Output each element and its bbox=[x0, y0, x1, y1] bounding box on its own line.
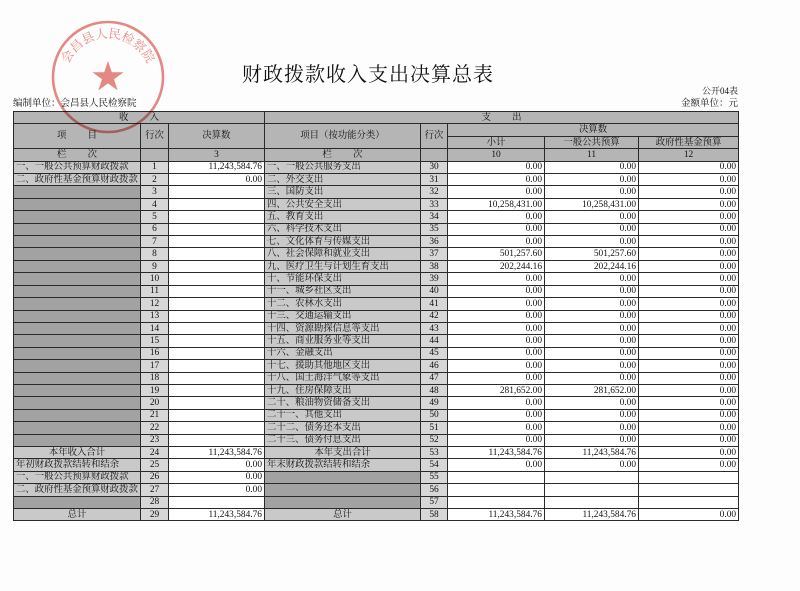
expense-item-cell: 十三、交通运输支出 bbox=[265, 310, 421, 322]
income-item-cell bbox=[14, 260, 141, 272]
expense-fund-budget-cell bbox=[639, 471, 739, 483]
expense-item-cell: 一、一般公共服务支出 bbox=[265, 161, 421, 173]
table-row bbox=[14, 174, 739, 186]
income-line-number-cell: 14 bbox=[141, 322, 169, 334]
table-row bbox=[14, 496, 739, 508]
expense-general-budget-cell: 0.00 bbox=[545, 397, 639, 409]
income-item-cell: 二、政府性基金预算财政拨款 bbox=[14, 174, 141, 186]
expense-line-number-cell: 49 bbox=[421, 397, 448, 409]
income-line-number-cell: 7 bbox=[141, 236, 169, 248]
expense-fund-budget-cell: 0.00 bbox=[639, 335, 739, 347]
expense-fund-budget-cell: 0.00 bbox=[639, 397, 739, 409]
expense-fund-budget-cell: 0.00 bbox=[639, 384, 739, 396]
income-item-cell bbox=[14, 310, 141, 322]
expense-general-budget-cell: 0.00 bbox=[545, 322, 639, 334]
table-row bbox=[14, 509, 739, 521]
fund-budget-index: 12 bbox=[639, 149, 739, 161]
expense-fund-budget-cell: 0.00 bbox=[639, 509, 739, 521]
expense-general-budget-cell: 0.00 bbox=[545, 298, 639, 310]
income-line-no-index bbox=[141, 149, 169, 161]
expense-subtotal-cell: 202,244.16 bbox=[448, 260, 545, 272]
income-line-number-cell: 26 bbox=[141, 471, 169, 483]
income-line-number-cell: 9 bbox=[141, 260, 169, 272]
income-amount-cell bbox=[169, 273, 265, 285]
income-item-cell bbox=[14, 322, 141, 334]
expense-general-budget-cell bbox=[545, 496, 639, 508]
expense-general-budget-cell: 281,652.00 bbox=[545, 384, 639, 396]
expense-general-budget-cell: 0.00 bbox=[545, 434, 639, 446]
income-item-cell bbox=[14, 360, 141, 372]
expense-general-budget-cell: 0.00 bbox=[545, 360, 639, 372]
income-amount-cell bbox=[169, 211, 265, 223]
expense-line-number-cell: 43 bbox=[421, 322, 448, 334]
expense-line-number-cell: 52 bbox=[421, 434, 448, 446]
seal-lettering bbox=[58, 26, 159, 66]
expense-line-no-index bbox=[421, 149, 448, 161]
expense-section-header: 支 出 bbox=[265, 112, 739, 124]
expense-general-budget-cell: 0.00 bbox=[545, 285, 639, 297]
income-item-cell: 总计 bbox=[14, 509, 141, 521]
expense-item-cell: 九、医疗卫生与计划生育支出 bbox=[265, 260, 421, 272]
income-amount-cell: 0.00 bbox=[169, 484, 265, 496]
income-amount-cell bbox=[169, 372, 265, 384]
expense-line-number-cell: 53 bbox=[421, 446, 448, 458]
expense-subtotal-cell: 0.00 bbox=[448, 422, 545, 434]
expense-subtotal-cell bbox=[448, 471, 545, 483]
expense-fund-budget-cell: 0.00 bbox=[639, 446, 739, 458]
income-amount-cell bbox=[169, 310, 265, 322]
income-line-number-cell: 11 bbox=[141, 285, 169, 297]
expense-amount-header: 决算数 bbox=[448, 124, 739, 136]
income-line-number-cell: 5 bbox=[141, 211, 169, 223]
page-title: 财政拨款收入支出决算总表 bbox=[242, 64, 494, 86]
expense-fund-budget-cell: 0.00 bbox=[639, 223, 739, 235]
expense-subtotal-cell: 0.00 bbox=[448, 434, 545, 446]
income-expense-summary-table bbox=[13, 111, 739, 521]
expense-line-number-cell: 55 bbox=[421, 471, 448, 483]
expense-fund-budget-cell: 0.00 bbox=[639, 236, 739, 248]
expense-general-budget-cell: 11,243,584.76 bbox=[545, 509, 639, 521]
expense-item-cell: 十九、住房保障支出 bbox=[265, 384, 421, 396]
expense-general-budget-cell: 0.00 bbox=[545, 310, 639, 322]
expense-item-cell: 五、教育支出 bbox=[265, 211, 421, 223]
expense-fund-budget-cell: 0.00 bbox=[639, 409, 739, 421]
table-row bbox=[14, 236, 739, 248]
expense-subtotal-cell: 11,243,584.76 bbox=[448, 509, 545, 521]
expense-item-cell: 十、节能环保支出 bbox=[265, 273, 421, 285]
expense-item-cell: 二十一、其他支出 bbox=[265, 409, 421, 421]
table-row bbox=[14, 285, 739, 297]
expense-fund-budget-cell: 0.00 bbox=[639, 285, 739, 297]
table-row bbox=[14, 161, 739, 173]
expense-item-cell: 十二、农林水支出 bbox=[265, 298, 421, 310]
expense-subtotal-cell: 0.00 bbox=[448, 322, 545, 334]
expense-line-number-cell: 50 bbox=[421, 409, 448, 421]
income-amount-cell: 0.00 bbox=[169, 174, 265, 186]
expense-line-number-cell: 35 bbox=[421, 223, 448, 235]
expense-general-budget-cell: 0.00 bbox=[545, 211, 639, 223]
income-amount-header: 决算数 bbox=[169, 124, 265, 149]
income-amount-cell: 11,243,584.76 bbox=[169, 161, 265, 173]
expense-subtotal-cell: 0.00 bbox=[448, 409, 545, 421]
expense-fund-budget-cell bbox=[639, 496, 739, 508]
expense-general-budget-cell: 0.00 bbox=[545, 273, 639, 285]
expense-line-number-cell: 42 bbox=[421, 310, 448, 322]
table-row bbox=[14, 434, 739, 446]
expense-general-budget-cell: 0.00 bbox=[545, 223, 639, 235]
income-item-cell bbox=[14, 409, 141, 421]
income-amount-cell bbox=[169, 285, 265, 297]
expense-item-header: 项目（按功能分类） bbox=[265, 124, 421, 149]
income-line-number-cell: 28 bbox=[141, 496, 169, 508]
income-line-number-cell: 12 bbox=[141, 298, 169, 310]
expense-subtotal-cell: 0.00 bbox=[448, 236, 545, 248]
income-line-number-cell: 1 bbox=[141, 161, 169, 173]
expense-item-cell: 十七、援助其他地区支出 bbox=[265, 360, 421, 372]
income-line-number-cell: 13 bbox=[141, 310, 169, 322]
expense-subtotal-cell: 0.00 bbox=[448, 310, 545, 322]
expense-general-budget-cell: 0.00 bbox=[545, 186, 639, 198]
expense-subtotal-cell: 0.00 bbox=[448, 174, 545, 186]
expense-general-budget-cell bbox=[545, 471, 639, 483]
table-row bbox=[14, 384, 739, 396]
income-line-number-cell: 15 bbox=[141, 335, 169, 347]
income-amount-index: 3 bbox=[169, 149, 265, 161]
subtotal-index: 10 bbox=[448, 149, 545, 161]
income-line-number-cell: 29 bbox=[141, 509, 169, 521]
amount-unit: 金额单位：元 bbox=[680, 99, 738, 109]
income-line-number-cell: 17 bbox=[141, 360, 169, 372]
income-line-number-cell: 18 bbox=[141, 372, 169, 384]
table-body bbox=[14, 161, 739, 521]
expense-item-cell bbox=[265, 484, 421, 496]
income-item-cell bbox=[14, 372, 141, 384]
income-line-number-cell: 8 bbox=[141, 248, 169, 260]
expense-subtotal-cell: 0.00 bbox=[448, 211, 545, 223]
income-item-cell bbox=[14, 211, 141, 223]
expense-item-cell: 本年支出合计 bbox=[265, 446, 421, 458]
income-amount-cell bbox=[169, 422, 265, 434]
table-row bbox=[14, 372, 739, 384]
expense-general-budget-cell: 0.00 bbox=[545, 174, 639, 186]
expense-general-budget-cell: 0.00 bbox=[545, 372, 639, 384]
income-item-cell: 一、一般公共预算财政拨款 bbox=[14, 161, 141, 173]
income-item-cell: 一、一般公共预算财政拨款 bbox=[14, 471, 141, 483]
expense-fund-budget-cell: 0.00 bbox=[639, 422, 739, 434]
income-amount-cell bbox=[169, 186, 265, 198]
expense-line-number-cell: 33 bbox=[421, 198, 448, 210]
expense-item-cell bbox=[265, 471, 421, 483]
income-line-number-cell: 4 bbox=[141, 198, 169, 210]
expense-general-budget-cell: 0.00 bbox=[545, 335, 639, 347]
expense-general-budget-cell: 0.00 bbox=[545, 236, 639, 248]
table-row bbox=[14, 186, 739, 198]
income-item-header: 项 目 bbox=[14, 124, 141, 149]
table-row bbox=[14, 409, 739, 421]
expense-line-number-cell: 56 bbox=[421, 484, 448, 496]
expense-subtotal-cell: 11,243,584.76 bbox=[448, 446, 545, 458]
table-row bbox=[14, 484, 739, 496]
expense-general-budget-cell: 10,258,431.00 bbox=[545, 198, 639, 210]
expense-subtotal-cell: 10,258,431.00 bbox=[448, 198, 545, 210]
expense-fund-budget-cell bbox=[639, 484, 739, 496]
expense-general-budget-cell bbox=[545, 484, 639, 496]
expense-general-budget-cell: 501,257.60 bbox=[545, 248, 639, 260]
income-amount-cell bbox=[169, 347, 265, 359]
expense-subtotal-cell: 0.00 bbox=[448, 298, 545, 310]
expense-item-cell: 年末财政拨款结转和结余 bbox=[265, 459, 421, 471]
expense-fund-budget-cell: 0.00 bbox=[639, 434, 739, 446]
expense-subtotal-cell: 0.00 bbox=[448, 161, 545, 173]
expense-line-number-cell: 45 bbox=[421, 347, 448, 359]
income-line-number-cell: 24 bbox=[141, 446, 169, 458]
income-item-cell bbox=[14, 384, 141, 396]
income-item-cell bbox=[14, 496, 141, 508]
table-row bbox=[14, 360, 739, 372]
seal-text: 会昌县人民检察院 bbox=[57, 25, 159, 66]
expense-item-cell: 二十二、债务还本支出 bbox=[265, 422, 421, 434]
general-budget-index: 11 bbox=[545, 149, 639, 161]
income-amount-cell bbox=[169, 236, 265, 248]
expense-fund-budget-cell: 0.00 bbox=[639, 347, 739, 359]
expense-fund-budget-cell: 0.00 bbox=[639, 248, 739, 260]
expense-subtotal-cell: 0.00 bbox=[448, 459, 545, 471]
income-item-cell bbox=[14, 397, 141, 409]
expense-item-cell: 总计 bbox=[265, 509, 421, 521]
table-row bbox=[14, 322, 739, 334]
expense-item-cell: 七、文化体育与传媒支出 bbox=[265, 236, 421, 248]
expense-item-cell: 十六、金融支出 bbox=[265, 347, 421, 359]
expense-subtotal-cell: 0.00 bbox=[448, 372, 545, 384]
expense-fund-budget-cell: 0.00 bbox=[639, 186, 739, 198]
expense-item-cell: 四、公共安全支出 bbox=[265, 198, 421, 210]
table-row bbox=[14, 248, 739, 260]
income-amount-cell bbox=[169, 298, 265, 310]
expense-line-number-cell: 38 bbox=[421, 260, 448, 272]
income-amount-cell bbox=[169, 409, 265, 421]
expense-general-budget-cell: 0.00 bbox=[545, 422, 639, 434]
expense-fund-budget-cell: 0.00 bbox=[639, 310, 739, 322]
income-line-number-cell: 22 bbox=[141, 422, 169, 434]
expense-subtotal-cell: 0.00 bbox=[448, 223, 545, 235]
income-item-cell bbox=[14, 285, 141, 297]
expense-general-budget-cell: 11,243,584.76 bbox=[545, 446, 639, 458]
column-index-row bbox=[14, 149, 739, 161]
table-row bbox=[14, 397, 739, 409]
expense-line-number-cell: 51 bbox=[421, 422, 448, 434]
income-amount-cell bbox=[169, 496, 265, 508]
expense-line-number-cell: 54 bbox=[421, 459, 448, 471]
income-line-number-cell: 27 bbox=[141, 484, 169, 496]
table-row bbox=[14, 198, 739, 210]
income-amount-cell bbox=[169, 322, 265, 334]
income-item-cell bbox=[14, 335, 141, 347]
table-row bbox=[14, 446, 739, 458]
income-line-number-cell: 2 bbox=[141, 174, 169, 186]
expense-subtotal-cell: 0.00 bbox=[448, 397, 545, 409]
subtotal-header: 小计 bbox=[448, 136, 545, 148]
expense-subtotal-cell: 0.00 bbox=[448, 273, 545, 285]
income-amount-cell: 0.00 bbox=[169, 459, 265, 471]
expense-item-cell: 八、社会保障和就业支出 bbox=[265, 248, 421, 260]
income-column-index-label: 栏 次 bbox=[14, 149, 141, 161]
income-item-cell bbox=[14, 298, 141, 310]
expense-line-number-cell: 46 bbox=[421, 360, 448, 372]
expense-fund-budget-cell: 0.00 bbox=[639, 211, 739, 223]
income-line-number-cell: 10 bbox=[141, 273, 169, 285]
expense-item-cell: 十五、商业服务业等支出 bbox=[265, 335, 421, 347]
expense-item-cell: 三、国防支出 bbox=[265, 186, 421, 198]
income-section-header: 收 入 bbox=[14, 112, 265, 124]
expense-item-cell: 六、科学技术支出 bbox=[265, 223, 421, 235]
expense-line-number-cell: 41 bbox=[421, 298, 448, 310]
form-code: 公开04表 bbox=[701, 86, 738, 96]
expense-line-number-cell: 57 bbox=[421, 496, 448, 508]
expense-item-cell: 十八、国土海洋气象等支出 bbox=[265, 372, 421, 384]
expense-fund-budget-cell: 0.00 bbox=[639, 174, 739, 186]
income-amount-cell bbox=[169, 335, 265, 347]
income-amount-cell bbox=[169, 248, 265, 260]
expense-line-number-cell: 32 bbox=[421, 186, 448, 198]
income-amount-cell bbox=[169, 384, 265, 396]
income-item-cell: 本年收入合计 bbox=[14, 446, 141, 458]
income-item-cell: 二、政府性基金预算财政拨款 bbox=[14, 484, 141, 496]
expense-line-number-cell: 30 bbox=[421, 161, 448, 173]
table-row bbox=[14, 347, 739, 359]
expense-line-number-cell: 48 bbox=[421, 384, 448, 396]
income-amount-cell: 11,243,584.76 bbox=[169, 509, 265, 521]
expense-fund-budget-cell: 0.00 bbox=[639, 298, 739, 310]
expense-line-no-header: 行次 bbox=[421, 124, 448, 149]
income-amount-cell bbox=[169, 434, 265, 446]
income-line-number-cell: 19 bbox=[141, 384, 169, 396]
column-header-row bbox=[14, 124, 739, 136]
fund-budget-header: 政府性基金预算 bbox=[639, 136, 739, 148]
expense-fund-budget-cell: 0.00 bbox=[639, 161, 739, 173]
income-line-number-cell: 23 bbox=[141, 434, 169, 446]
expense-subtotal-cell: 0.00 bbox=[448, 335, 545, 347]
expense-item-cell bbox=[265, 496, 421, 508]
expense-line-number-cell: 58 bbox=[421, 509, 448, 521]
income-item-cell bbox=[14, 434, 141, 446]
income-line-number-cell: 25 bbox=[141, 459, 169, 471]
expense-column-index-label: 栏 次 bbox=[265, 149, 421, 161]
expense-fund-budget-cell: 0.00 bbox=[639, 372, 739, 384]
expense-line-number-cell: 37 bbox=[421, 248, 448, 260]
expense-fund-budget-cell: 0.00 bbox=[639, 260, 739, 272]
expense-subtotal-cell: 501,257.60 bbox=[448, 248, 545, 260]
income-amount-cell bbox=[169, 260, 265, 272]
income-item-cell: 年初财政拨款结转和结余 bbox=[14, 459, 141, 471]
expense-subtotal-cell: 281,652.00 bbox=[448, 384, 545, 396]
expense-line-number-cell: 47 bbox=[421, 372, 448, 384]
income-amount-cell bbox=[169, 223, 265, 235]
income-item-cell bbox=[14, 198, 141, 210]
table-row bbox=[14, 422, 739, 434]
expense-subtotal-cell bbox=[448, 484, 545, 496]
table-row bbox=[14, 211, 739, 223]
expense-fund-budget-cell: 0.00 bbox=[639, 459, 739, 471]
income-item-cell bbox=[14, 273, 141, 285]
expense-general-budget-cell: 0.00 bbox=[545, 347, 639, 359]
section-header-row bbox=[14, 112, 739, 124]
table-row bbox=[14, 310, 739, 322]
general-budget-header: 一般公共预算 bbox=[545, 136, 639, 148]
table-row bbox=[14, 273, 739, 285]
expense-general-budget-cell: 0.00 bbox=[545, 409, 639, 421]
expense-general-budget-cell: 202,244.16 bbox=[545, 260, 639, 272]
expense-item-cell: 二十三、债务付息支出 bbox=[265, 434, 421, 446]
income-amount-cell: 0.00 bbox=[169, 471, 265, 483]
expense-item-cell: 二、外交支出 bbox=[265, 174, 421, 186]
income-amount-cell bbox=[169, 360, 265, 372]
income-amount-cell bbox=[169, 397, 265, 409]
table-row bbox=[14, 260, 739, 272]
table-row bbox=[14, 298, 739, 310]
expense-subtotal-cell: 0.00 bbox=[448, 360, 545, 372]
expense-fund-budget-cell: 0.00 bbox=[639, 198, 739, 210]
preparing-unit: 编制单位：会昌县人民检察院 bbox=[13, 99, 137, 109]
income-line-number-cell: 3 bbox=[141, 186, 169, 198]
expense-subtotal-cell: 0.00 bbox=[448, 285, 545, 297]
table-row bbox=[14, 471, 739, 483]
table-row bbox=[14, 459, 739, 471]
income-item-cell bbox=[14, 223, 141, 235]
expense-subtotal-cell: 0.00 bbox=[448, 347, 545, 359]
expense-item-cell: 二十、粮油物资储备支出 bbox=[265, 397, 421, 409]
income-amount-cell: 11,243,584.76 bbox=[169, 446, 265, 458]
expense-line-number-cell: 40 bbox=[421, 285, 448, 297]
expense-item-cell: 十一、城乡社区支出 bbox=[265, 285, 421, 297]
income-item-cell bbox=[14, 422, 141, 434]
income-item-cell bbox=[14, 347, 141, 359]
income-item-cell bbox=[14, 248, 141, 260]
expense-line-number-cell: 36 bbox=[421, 236, 448, 248]
expense-item-cell: 十四、资源勘探信息等支出 bbox=[265, 322, 421, 334]
income-line-number-cell: 6 bbox=[141, 223, 169, 235]
expense-general-budget-cell: 0.00 bbox=[545, 459, 639, 471]
income-line-no-header: 行次 bbox=[141, 124, 169, 149]
income-line-number-cell: 16 bbox=[141, 347, 169, 359]
income-line-number-cell: 20 bbox=[141, 397, 169, 409]
expense-line-number-cell: 39 bbox=[421, 273, 448, 285]
expense-line-number-cell: 31 bbox=[421, 174, 448, 186]
expense-line-number-cell: 44 bbox=[421, 335, 448, 347]
expense-fund-budget-cell: 0.00 bbox=[639, 273, 739, 285]
table-row bbox=[14, 335, 739, 347]
table-row bbox=[14, 223, 739, 235]
expense-line-number-cell: 34 bbox=[421, 211, 448, 223]
income-item-cell bbox=[14, 186, 141, 198]
expense-subtotal-cell bbox=[448, 496, 545, 508]
expense-subtotal-cell: 0.00 bbox=[448, 186, 545, 198]
income-amount-cell bbox=[169, 198, 265, 210]
income-line-number-cell: 21 bbox=[141, 409, 169, 421]
income-item-cell bbox=[14, 236, 141, 248]
expense-fund-budget-cell: 0.00 bbox=[639, 322, 739, 334]
expense-general-budget-cell: 0.00 bbox=[545, 161, 639, 173]
expense-fund-budget-cell: 0.00 bbox=[639, 360, 739, 372]
